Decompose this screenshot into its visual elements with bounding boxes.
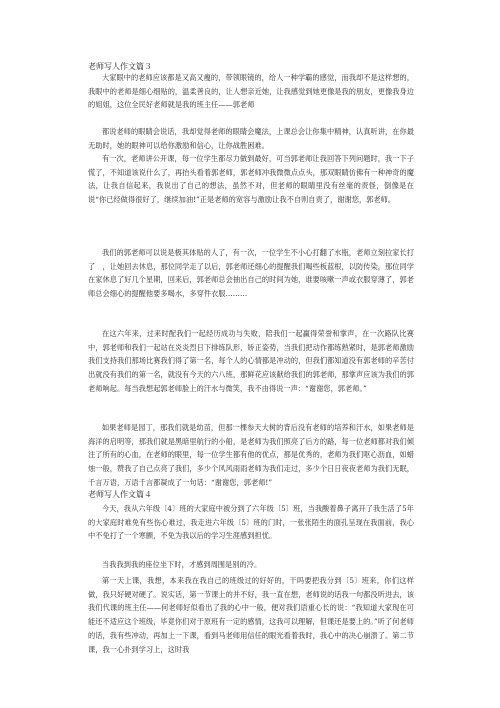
paragraph: 当我我到我的座位坐下时，才感到周围是别的冷。	[102, 560, 262, 569]
section-title-4: 老师写人作文篇４	[88, 490, 152, 499]
paragraph: 在这六年来，过来时配我们一起经历成功与失败，陪我们一起赢得荣誉和掌声，在一次路队比赛中，郭老师和我们一起站在炎炎烈日下排练队形，矫正姿势，当我们把动作都练熟紧时，是郭老师激励我们支持我们那场比赛我们得了第一名，每个人的心情都是冲动的，但我们都知道没有郭老师的辛苦付出就没有我们的第一名，就没有今天的六八班，那鲜花应该献给我们的郭老师，那掌声应该为我们的郭老师响起。每当我想起郭老师脸上的汗水与微笑，我不由得说一声：“谢谢您，郭老师。”	[88, 329, 414, 393]
paragraph: 如果老师是园丁，那我们就是幼苗，但那一棵参天大树的背后没有老师的培养和汗水，如果老师是海洋的启明等，那我们就是黑暗里航行的小船，是老师为我们照亮了后方的路，每一位老师都对我们倾注了所有的心血，在老师的眼里，每一位学生都有他的优点，都是优秀的，老师为我们呕心沥血，如蜡烛一般，赞我了自己点亮了我们，多少个风风雨雨老师为我们走过，多少个日日夜夜老师为我们无眠，千言万语，万语千言都凝成了一句话：“谢谢您，郭老师!”	[88, 423, 414, 487]
section-title-3: 老师写人作文篇３	[88, 62, 152, 71]
paragraph: 有一次，老师讲公开课，每一位学生都尽力做到最好，可当郭老师让我回答下列问题时，我一下子慌了，不知道该说什么了，再抬头看着郭老师，郭老师冲我微微点点头，那双眼睛仿佛有一种神奇的魔法，让我自信起来，我说出了自己的想法，虽然不对，但老师的眼睛里没有丝毫的责怪，倒像是在说“你已经做得很好了，继续加油!”正是老师的宽容与激励让我不自则自责了，谢谢您，郭老师。	[88, 154, 414, 205]
paragraph: 我们的郭老师可以说是极其体贴的人了，有一次，一位学生不小心打翻了水瓶，老师立刻拉家长打了 ，让她回去休息，那位同学走了以后，郭老师还细心的提醒我们喝些板蓝根，以防传染，那位同学在家休息了好几个星期，回来后，郭老师总会抽出自己的时间为她，谁要咳嗽一声或衣服穿薄了，郭老师总会细心的提醒他要多喝水，多穿件衣服………	[88, 248, 414, 299]
paragraph: 今天，我从六年级〔4〕班的大家庭中被分到了六年级〔5〕班，当我酸着鼻子离开了我生活了5年的大家庭时难免有些伤心难过，我走进六年级〔5〕班的门时，一张张陌生的面孔呈现在我面前，我心中不免打了一个寒颤，不免为我以后的学习生涯感到担忧。	[88, 504, 414, 541]
paragraph: 大家眼中的老师应该都是又高又瘦的，带领眼镜的，给人一种学霸的感觉，而我却不是这样想的，我眼中的老师是细心细贴的，温柔善良的，让人想亲近她，让我感觉到她更像是我的朋友，更像我身边的姐姐，这位全民好老师就是我的班主任——郭老师	[88, 73, 414, 110]
paragraph: 第一天上课，我想，本来我在我自己的班级过的好好的，干吗要把我分到〔5〕班来，你们这样做，我只好硬对硬了。说实话，第一节课上的并不好，我一直在想，老师说的话我一句都没听进去，该我们代课的班主任——何老师好似看出了我的心中一般，便对我们语重心长的说：“我知道大家现在可能还不适应这个班级，毕竟你们对于原班有一定的感情，这我可以理解，但课还是要上的。”听了何老师的话，我有些冲动，再加上一下课，看到马老师用信任的眼光看着我时，我心中的决心崩溃了。第二节课，我一心扑到学习上，这时我	[88, 576, 414, 654]
paragraph: 都说老师的眼睛会说话，我却觉得老师的眼睛会魔法，上课总会让你集中精神，认真听讲，在你最无助时，她的眼神可以给你激励和信心，让你战胜困难。	[88, 127, 414, 150]
